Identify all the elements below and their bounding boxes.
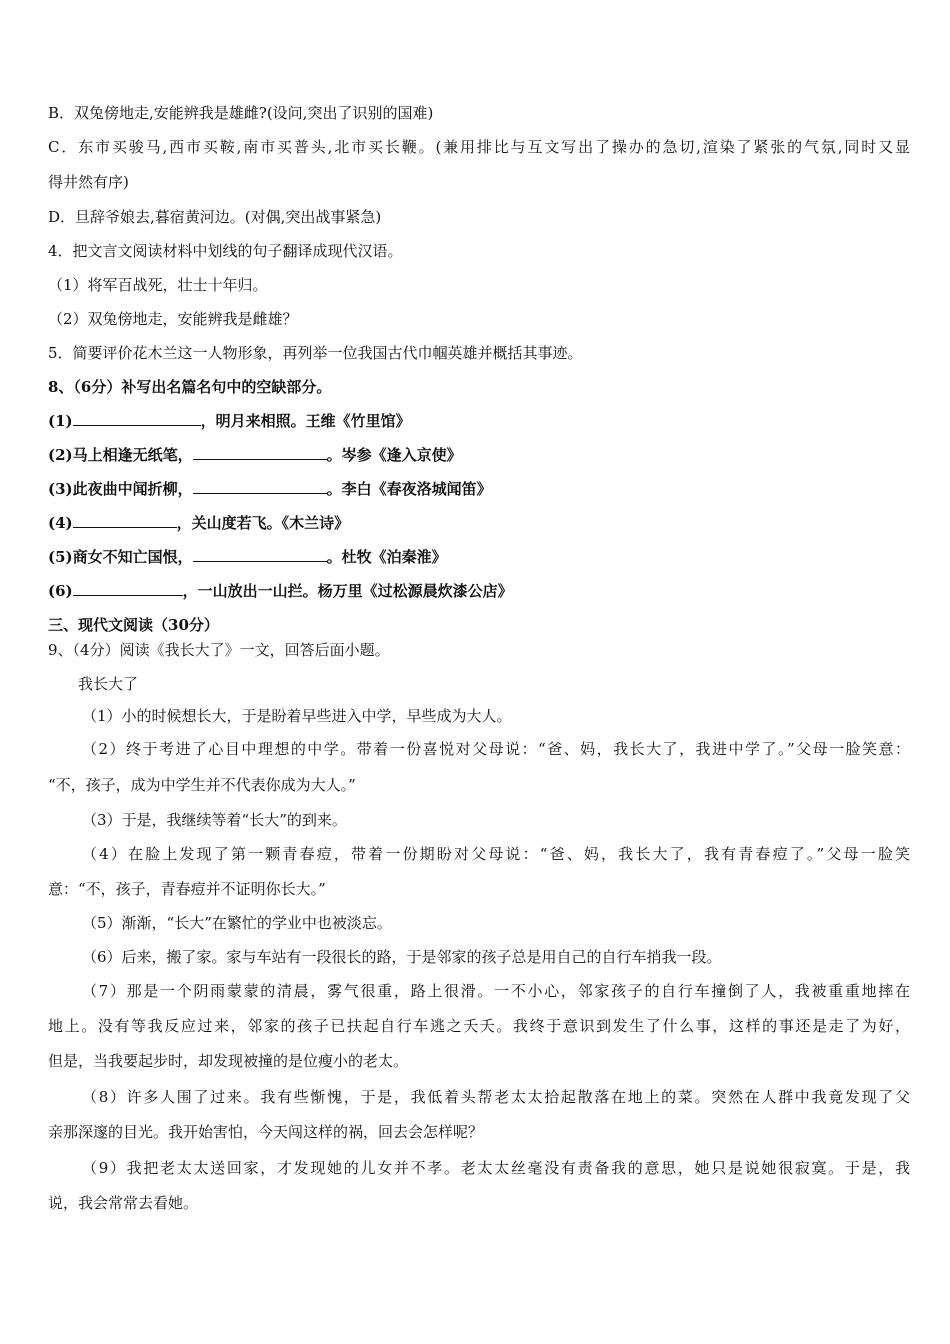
fill-item-after: ，一山放出一山拦。杨万里《过松源晨炊漆公店》	[182, 582, 513, 600]
answer-blank[interactable]	[73, 411, 201, 426]
essay-paragraph-1: （1）小的时候想长大，于是盼着早些进入中学，早些成为大人。	[82, 707, 512, 725]
essay-paragraph-4-line1: （4）在脸上发现了第一颗青春痘，带着一份期盼对父母说：“爸、妈，我长大了，我有青春痘了。”父母一脸笑	[82, 845, 910, 863]
fill-item-4	[48, 513, 910, 533]
question-9-prompt: 9、（4分）阅读《我长大了》一文，回答后面小题。	[48, 641, 390, 659]
essay-paragraph-8-line2: 亲那深邃的目光。我开始害怕，今天闯这样的祸，回去会怎样呢？	[48, 1123, 484, 1141]
essay-paragraph-2-line1: （2）终于考进了心目中理想的中学。带着一份喜悦对父母说：“爸、妈，我长大了，我进中学了。”父母一脸笑意：	[82, 740, 910, 758]
essay-paragraph-2-line2: “不，孩子，成为中学生并不代表你成为大人。”	[48, 776, 356, 794]
answer-blank[interactable]	[193, 547, 327, 562]
question-4-prompt: 4．把文言文阅读材料中划线的句子翻译成现代汉语。	[48, 242, 403, 260]
fill-item-2	[48, 445, 910, 465]
essay-paragraph-6: （6）后来，搬了家。家与车站有一段很长的路，于是邻家的孩子总是用自己的自行车捎我一段。	[82, 948, 722, 966]
essay-paragraph-7-line3: 但是，当我要起步时，却发现被撞的是位瘦小的老太。	[48, 1052, 409, 1070]
fill-item-3	[48, 479, 910, 499]
fill-item-before: 马上相逢无纸笔，	[72, 446, 193, 464]
option-c-line1: C．东市买骏马,西市买鞍,南市买普头,北市买长鞭。(兼用排比与互文写出了操办的急切,渲染了紧张的气氛,同时又显	[48, 138, 910, 156]
fill-item-after: 。李白《春夜洛城闻笛》	[326, 480, 492, 498]
fill-item-after: ，明月来相照。王维《竹里馆》	[200, 412, 411, 430]
essay-paragraph-8-line1: （8）许多人围了过来。我有些惭愧，于是，我低着头帮老太太拾起散落在地上的菜。突然在人群中我竟发现了父	[82, 1088, 910, 1106]
option-b: B．双兔傍地走,安能辨我是雄雌?(设问,突出了识别的国难)	[48, 104, 434, 122]
option-c-line2: 得井然有序)	[48, 173, 129, 191]
fill-item-number: (1)	[48, 412, 73, 430]
essay-paragraph-5: （5）渐渐，“长大”在繁忙的学业中也被淡忘。	[82, 914, 392, 932]
question-4-item-2: （2）双兔傍地走，安能辨我是雌雄？	[48, 310, 298, 328]
question-4-item-1: （1）将军百战死，壮士十年归。	[48, 276, 268, 294]
essay-paragraph-3: （3）于是，我继续等着“长大”的到来。	[82, 811, 347, 829]
essay-paragraph-7-line1: （7）那是一个阴雨蒙蒙的清晨，雾气很重，路上很滑。一不小心，邻家孩子的自行车撞倒了人，我被重重地摔在	[82, 982, 910, 1000]
essay-paragraph-9-line1: （9）我把老太太送回家，才发现她的儿女并不孝。老太太丝毫没有责备我的意思，她只是说她很寂寞。于是，我	[82, 1159, 910, 1177]
answer-blank[interactable]	[193, 479, 327, 494]
fill-item-after: 。岑参《逢入京使》	[326, 446, 462, 464]
section-3-heading: 三、现代文阅读（30分）	[48, 616, 219, 634]
fill-item-5	[48, 547, 910, 567]
fill-item-number: (6)	[48, 582, 73, 600]
essay-paragraph-9-line2: 说，我会常常去看她。	[48, 1194, 199, 1212]
fill-item-after: 。杜牧《泊秦淮》	[326, 548, 447, 566]
fill-item-number: (3)	[48, 480, 73, 498]
answer-blank[interactable]	[73, 581, 183, 596]
fill-item-number: (5)	[48, 548, 73, 566]
fill-item-1	[48, 411, 910, 431]
essay-paragraph-4-line2: 意：“不，孩子，青春痘并不证明你长大。”	[48, 880, 326, 898]
fill-item-before: 此夜曲中闻折柳，	[72, 480, 193, 498]
fill-item-number: (4)	[48, 514, 73, 532]
essay-title: 我长大了	[78, 675, 139, 693]
fill-item-after: ，关山度若飞。《木兰诗》	[176, 514, 350, 532]
fill-item-6	[48, 581, 910, 601]
essay-paragraph-7-line2: 地上。没有等我反应过来，邻家的孩子已扶起自行车逃之夭夭。我终于意识到发生了什么事，这样的事还是走了为好，	[48, 1017, 910, 1035]
question-8-title: 8、（6分）补写出名篇名句中的空缺部分。	[48, 378, 332, 396]
question-5-prompt: 5．简要评价花木兰这一人物形象，再列举一位我国古代巾帼英雄并概括其事迹。	[48, 344, 583, 362]
answer-blank[interactable]	[193, 445, 327, 460]
fill-item-number: (2)	[48, 446, 73, 464]
option-d: D．旦辞爷娘去,暮宿黄河边。(对偶,突出战事紧急)	[48, 208, 382, 226]
fill-item-before: 商女不知亡国恨，	[72, 548, 193, 566]
answer-blank[interactable]	[73, 513, 177, 528]
